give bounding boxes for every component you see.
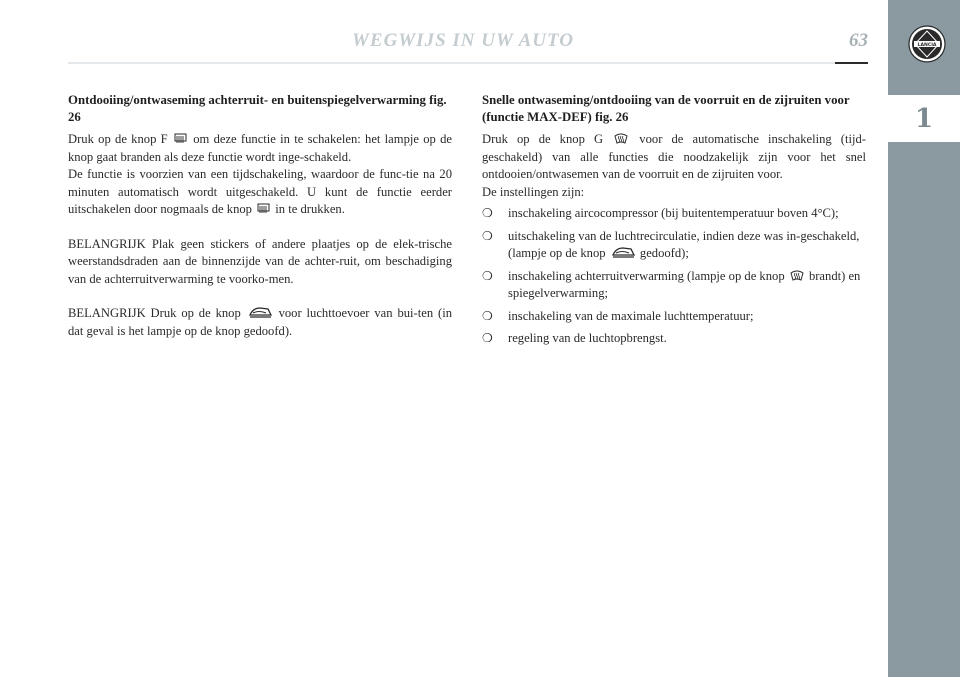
rear-defrost-icon (174, 133, 187, 145)
paragraph: Druk op de knop G voor de automatische inschakeling (tijd-geschakeld) van alle functies die noodzakelijk zijn voor het snel ontdooien/ontwasemen van de voorruit en de zijruiten voor. (482, 132, 866, 181)
chapter-number: 1 (914, 103, 934, 134)
chapter-tab[interactable] (888, 95, 960, 142)
right-column (482, 92, 866, 353)
page-title: WEGWIJS IN UW AUTO (352, 30, 574, 51)
list-item: ❍ uitschakeling van de luchtrecirculatie, indien deze was in-geschakeld, (lampje op de knop gedoofd); (482, 228, 860, 260)
list-item: ❍ regeling van de luchtopbrengst. (482, 331, 667, 345)
paragraph: De instellingen zijn: (482, 184, 585, 199)
paragraph: Druk op de knop F om deze functie in te schakelen: het lampje op de knop gaat branden als deze functie wordt inge-schakeld. (68, 132, 452, 164)
left-column (68, 92, 452, 340)
windscreen-defrost-icon (790, 270, 804, 282)
settings-list (482, 205, 866, 348)
header-divider (68, 62, 868, 64)
warning-paragraph: BELANGRIJK Plak geen stickers of andere plaatjes op de elek-trische weerstandsdraden aan de binnenzijde van de achter-ruit, om beschadiging van de achterruitverwarming te voorko-men. (68, 236, 452, 286)
paragraph: De functie is voorzien van een tijdschakeling, waardoor de func-tie na 20 minuten automatisch wordt uitgeschakeld. U kunt de functie eerder uitschakelen door nogmaals de knop in te drukken. (68, 167, 452, 216)
lancia-logo (908, 25, 946, 63)
section-heading-max-def: Snelle ontwaseming/ontdooiing van de voorruit en de zijruiten voor (functie MAX-DEF) fig. 26 (482, 93, 850, 124)
list-item: ❍ inschakeling van de maximale luchttemperatuur; (482, 308, 754, 323)
section-heading-rear-defrost: Ontdooiing/ontwaseming achterruit- en buitenspiegelverwarming fig. 26 (68, 93, 447, 124)
header-divider-accent (835, 62, 868, 64)
air-recirculation-icon (248, 306, 272, 319)
windscreen-defrost-icon (614, 133, 628, 145)
rear-defrost-icon (257, 203, 270, 215)
page-number: 63 (849, 30, 868, 51)
logo-text: LANCIA (917, 43, 937, 48)
list-item: ❍ inschakeling achterruitverwarming (lampje op de knop brandt) en spiegelverwarming; (482, 268, 861, 300)
warning-paragraph: BELANGRIJK Druk op de knop voor luchttoevoer van bui-ten (in dat geval is het lampje op de knop gedoofd). (68, 306, 452, 338)
chapter-sidebar (888, 0, 960, 677)
air-recirculation-icon (611, 246, 635, 259)
list-item: ❍ inschakeling aircocompressor (bij buitentemperatuur boven 4°C); (482, 206, 839, 220)
